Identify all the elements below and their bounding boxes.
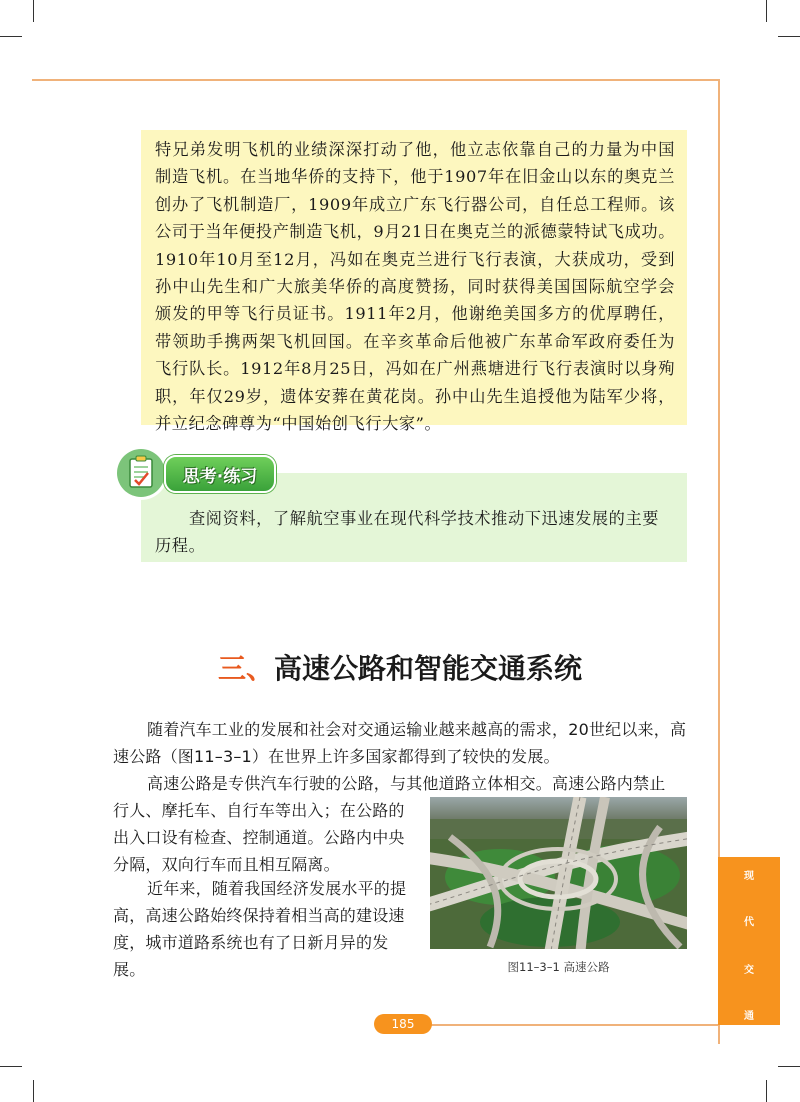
- practice-tag-label: 思考·练习: [182, 467, 258, 487]
- chapter-side-tab: [718, 857, 780, 1025]
- paragraph-1: 随着汽车工业的发展和社会对交通运输业越来越高的需求，20世纪以来，高速公路（图11–3–1）在世界上许多国家都得到了较快的发展。: [113, 720, 687, 766]
- crop-mark: [778, 36, 800, 37]
- paragraph-2-continued: 行人、摩托车、自行车等出入；在公路的出入口设有检查、控制通道。公路内中央分隔，双向行车而且相互隔离。: [113, 801, 405, 874]
- section-title: [0, 647, 800, 687]
- page-frame-top: [32, 79, 720, 81]
- page-number: 185: [374, 1014, 432, 1034]
- side-tab-char: 交: [744, 965, 754, 976]
- figure-caption: 图11–3–1 高速公路: [507, 960, 610, 974]
- practice-text: 查阅资料，了解航空事业在现代科学技术推动下迅速发展的主要历程。: [155, 509, 660, 556]
- page-frame-right-lower: [718, 1022, 720, 1044]
- paragraph-3: 近年来，随着我国经济发展水平的提高，高速公路始终保持着相当高的建设速度，城市道路系统也有了日新月异的发展。: [113, 879, 407, 979]
- section-number: 三、: [217, 652, 274, 685]
- crop-mark: [0, 1066, 22, 1067]
- crop-mark: [33, 1080, 34, 1102]
- crop-mark: [766, 1080, 767, 1102]
- page-frame-right: [718, 79, 720, 859]
- highway-photo: [430, 797, 687, 949]
- practice-tag: [164, 455, 276, 493]
- crop-mark: [0, 36, 22, 37]
- side-tab-char: 通: [744, 1011, 754, 1022]
- page-frame-bottom: [430, 1024, 718, 1026]
- crop-mark: [33, 0, 34, 22]
- section-title-text: 高速公路和智能交通系统: [274, 652, 583, 685]
- story-text: 特兄弟发明飞机的业绩深深打动了他，他立志依靠自己的力量为中国制造飞机。在当地华侨的支持下，他于1907年在旧金山以东的奥克兰创办了飞机制造厂，1909年成立广东飞行器公司，自任总工程师。该公司于当年便投产制造飞机，9月21日在奥克兰的派德蒙特试飞成功。1910年10月至12月，冯如在奥克兰进行飞行表演，大获成功，受到孙中山先生和广大旅美华侨的高度赞扬，同时获得美国国际航空学会颁发的甲等飞行员证书。1911年2月，他谢绝美国多方的优厚聘任，带领助手携两架飞机回国。在辛亥革命后他被广东革命军政府委任为飞行队长。1912年8月25日，冯如在广州燕塘进行飞行表演时以身殉职，年仅29岁，遗体安葬在黄花岗。孙中山先生追授他为陆军少将，并立纪念碑尊为“中国始创飞行大家”。: [155, 140, 675, 434]
- crop-mark: [778, 1066, 800, 1067]
- crop-mark: [766, 0, 767, 22]
- side-tab-char: 代: [744, 917, 754, 928]
- side-tab-char: 现: [744, 871, 754, 882]
- paragraph-2: 高速公路是专供汽车行驶的公路，与其他道路立体相交。高速公路内禁止: [147, 774, 666, 793]
- checklist-icon: [117, 449, 165, 497]
